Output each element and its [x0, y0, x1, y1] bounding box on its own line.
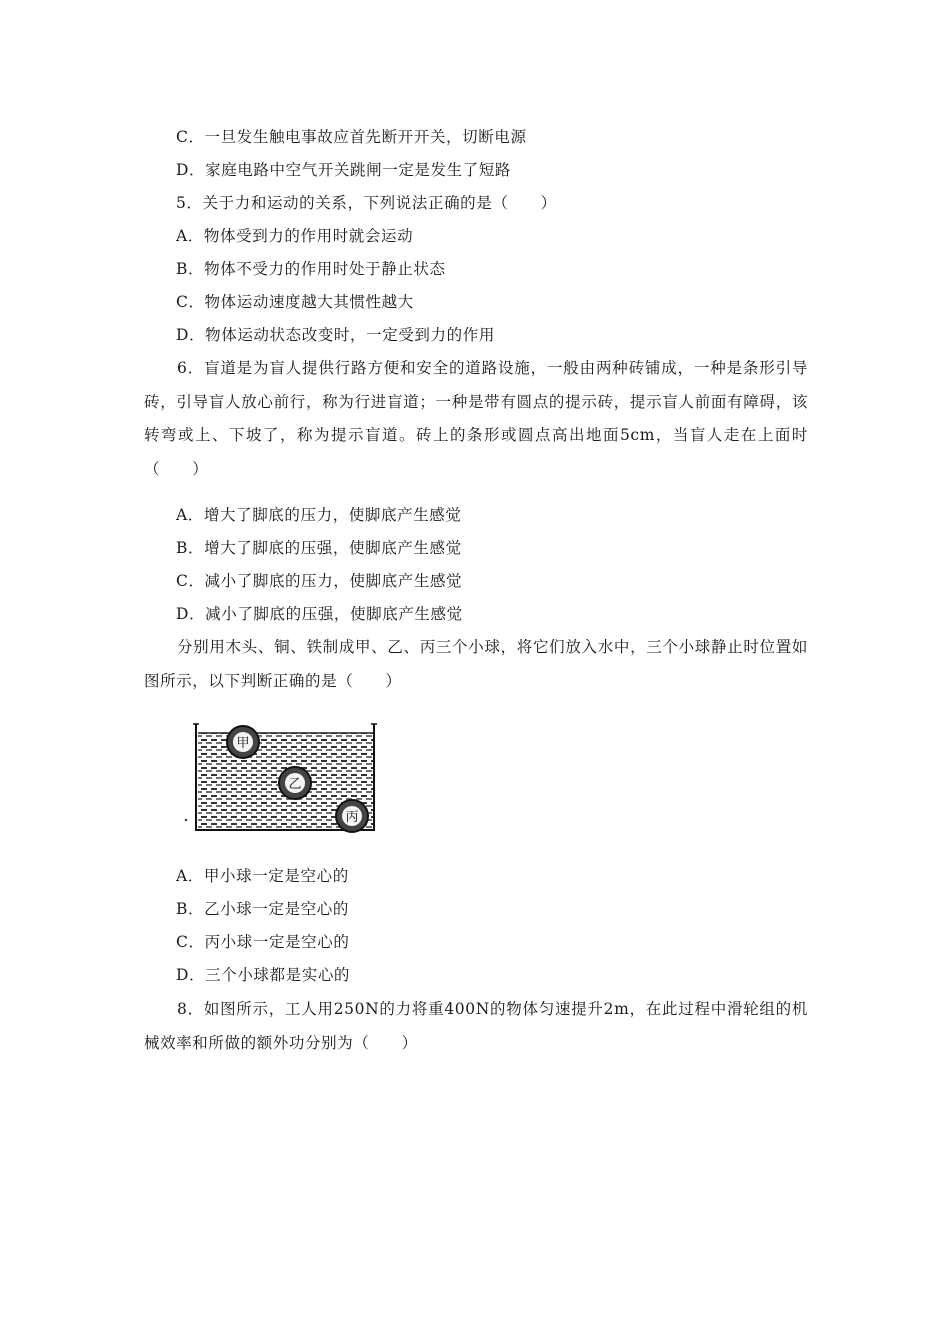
water-tank-figure [180, 716, 380, 836]
ball-bing [336, 800, 368, 832]
q6-stem: 6．盲道是为盲人提供行路方便和安全的道路设施，一般由两种砖铺成，一种是条形引导砖，引导盲人放心前行，称为行进盲道；一种是带有圆点的提示砖，提示盲人前面有障碍，该转弯或上、下坡了，称为提示盲道。砖上的条形或圆点高出地面5cm，当盲人走在上面时（ ） [144, 359, 808, 478]
q6-option-d: D．减小了脚底的压强，使脚底产生感觉 [176, 605, 463, 623]
q7-stem: 分别用木头、铜、铁制成甲、乙、丙三个小球，将它们放入水中，三个小球静止时位置如图所示，以下判断正确的是（ ） [144, 638, 808, 690]
ball-label-jia: 甲 [236, 736, 250, 751]
q7-option-b: B．乙小球一定是空心的 [176, 900, 349, 918]
q5-option-c: C．物体运动速度越大其惯性越大 [176, 293, 414, 311]
q7-option-d: D．三个小球都是实心的 [176, 966, 351, 984]
q5-option-a: A．物体受到力的作用时就会运动 [176, 227, 414, 245]
ball-yi [279, 767, 311, 799]
q5-stem: 5．关于力和运动的关系，下列说法正确的是（ ） [176, 194, 557, 212]
q6-option-b: B．增大了脚底的压强，使脚底产生感觉 [176, 539, 462, 557]
q5-option-b: B．物体不受力的作用时处于静止状态 [176, 260, 446, 278]
q8-stem-block [144, 993, 808, 1060]
ball-label-bing: 丙 [345, 810, 359, 825]
q7-option-a: A．甲小球一定是空心的 [176, 867, 349, 885]
q5-option-d: D．物体运动状态改变时，一定受到力的作用 [176, 326, 495, 344]
q6-stem-block [144, 352, 808, 486]
q4-option-d: D．家庭电路中空气开关跳闸一定是发生了短路 [176, 161, 512, 179]
q7-option-c: C．丙小球一定是空心的 [176, 933, 350, 951]
ball-label-yi: 乙 [288, 777, 302, 792]
q7-stem-block [144, 631, 808, 698]
ball-jia [227, 726, 259, 758]
q8-stem: 8．如图所示，工人用250N的力将重400N的物体匀速提升2m，在此过程中滑轮组的机械效率和所做的额外功分别为（ ） [144, 1000, 808, 1052]
q6-option-a: A．增大了脚底的压力，使脚底产生感觉 [176, 506, 462, 524]
q4-option-c: C．一旦发生触电事故应首先断开开关，切断电源 [176, 128, 527, 146]
q6-option-c: C．减小了脚底的压力，使脚底产生感觉 [176, 572, 463, 590]
